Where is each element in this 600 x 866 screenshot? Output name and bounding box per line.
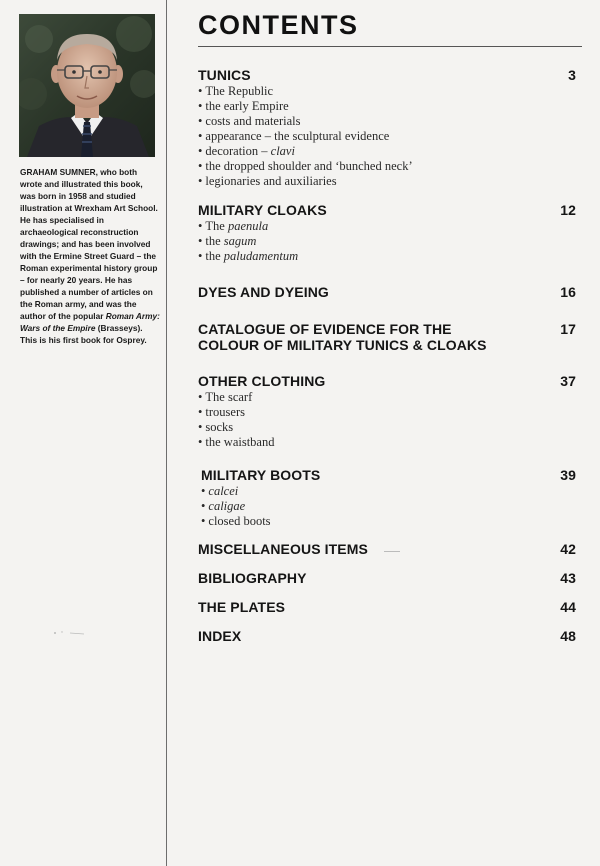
toc-section[interactable]	[198, 284, 576, 300]
toc-subitem: • appearance – the sculptural evidence	[198, 129, 390, 143]
toc-section-header	[198, 321, 576, 353]
toc-subitem: • decoration – clavi	[198, 144, 295, 158]
toc-section-title[interactable]: CATALOGUE OF EVIDENCE FOR THE COLOUR OF MILITARY TUNICS & CLOAKS	[198, 321, 487, 353]
toc-subitem: • the waistband	[198, 435, 275, 449]
page-speck	[52, 630, 92, 636]
toc-section-title[interactable]: OTHER CLOTHING	[198, 373, 326, 389]
toc-sublist	[198, 390, 576, 450]
toc-page-number: 37	[560, 373, 576, 389]
bullet-icon: •	[198, 159, 203, 173]
bullet-icon: •	[198, 99, 203, 113]
toc-page-number: 3	[568, 67, 576, 83]
toc-section-title[interactable]: INDEX	[198, 628, 242, 644]
toc-subitem: • costs and materials	[198, 114, 301, 128]
toc-subitem: • socks	[198, 420, 234, 434]
toc-section-header	[198, 373, 576, 389]
toc-subitem: • The paenula	[198, 219, 269, 233]
toc-subitem: • closed boots	[201, 514, 271, 528]
toc-page-number: 12	[560, 202, 576, 218]
column-divider	[166, 0, 167, 866]
bullet-icon: •	[201, 484, 206, 498]
heading-rule	[198, 46, 582, 47]
bullet-icon: •	[198, 405, 203, 419]
toc-page-number: 48	[560, 628, 576, 644]
toc-section[interactable]	[198, 373, 576, 450]
toc-subitem: • the dropped shoulder and ‘bunched neck’	[198, 159, 413, 173]
bullet-icon: •	[198, 129, 203, 143]
toc-section[interactable]	[198, 599, 576, 615]
toc-section[interactable]	[201, 467, 576, 529]
toc-section[interactable]	[198, 321, 576, 353]
bullet-icon: •	[198, 114, 203, 128]
toc-page-number: 39	[560, 467, 576, 483]
toc-page-number: 44	[560, 599, 576, 615]
toc-section-header	[198, 284, 576, 300]
bullet-icon: •	[198, 435, 203, 449]
author-name: GRAHAM SUMNER	[20, 167, 96, 177]
author-bio	[20, 166, 160, 346]
toc-section-title[interactable]: THE PLATES	[198, 599, 286, 615]
author-bio-tail: (Brasseys). This is his first book for Osprey.	[20, 323, 147, 345]
bullet-icon: •	[198, 174, 203, 188]
toc-section-header	[198, 202, 576, 218]
toc-page-number: 17	[560, 321, 576, 337]
bullet-icon: •	[198, 219, 203, 233]
toc-subitem: • legionaries and auxiliaries	[198, 174, 337, 188]
toc-subitem: • trousers	[198, 405, 245, 419]
bullet-icon: •	[201, 499, 206, 513]
author-book-title: Roman Army: Wars of the Empire	[20, 311, 160, 333]
toc-subitem: • The scarf	[198, 390, 253, 404]
author-photo	[19, 14, 155, 157]
toc-section-title[interactable]: BIBLIOGRAPHY	[198, 570, 307, 586]
toc-section-header	[198, 67, 576, 83]
toc-section-header	[198, 628, 576, 644]
toc-section[interactable]	[198, 570, 576, 586]
print-mark	[384, 551, 400, 552]
toc-section-title[interactable]: TUNICS	[198, 67, 251, 83]
toc-section-title[interactable]: MILITARY BOOTS	[201, 467, 321, 483]
toc-sublist	[198, 219, 576, 264]
toc-page-number: 42	[560, 541, 576, 557]
toc-section[interactable]	[198, 628, 576, 644]
contents-heading: CONTENTS	[198, 10, 359, 40]
toc-subitem: • The Republic	[198, 84, 274, 98]
toc-subitem: • caligae	[201, 499, 246, 513]
toc-section-title[interactable]: MILITARY CLOAKS	[198, 202, 327, 218]
bullet-icon: •	[198, 234, 203, 248]
toc-section[interactable]	[198, 202, 576, 264]
toc-page-number: 43	[560, 570, 576, 586]
toc-section-header	[198, 541, 576, 557]
toc-subitem: • the paludamentum	[198, 249, 299, 263]
toc-subitem: • the early Empire	[198, 99, 289, 113]
toc-section-header	[201, 467, 576, 483]
bullet-icon: •	[198, 420, 203, 434]
bullet-icon: •	[198, 144, 203, 158]
toc-section[interactable]	[198, 541, 576, 557]
bullet-icon: •	[198, 249, 203, 263]
toc-section-header	[198, 599, 576, 615]
author-bio-text: , who both wrote and illustrated this book, was born in 1958 and studied illustration at Wrexham Art School. He has specialised in archaeological reconstruction drawings; and has been involved with the Ermine Street Guard – the Roman experimental history group – for nearly 20 years. He has published a number of articles on the Roman army, and was the author of the popular	[20, 167, 158, 321]
toc-section-title[interactable]: DYES AND DYEING	[198, 284, 329, 300]
toc-section-title[interactable]: MISCELLANEOUS ITEMS	[198, 541, 368, 557]
toc-page-number: 16	[560, 284, 576, 300]
bullet-icon: •	[201, 514, 206, 528]
toc-section-header	[198, 570, 576, 586]
toc-sublist	[198, 84, 576, 189]
bullet-icon: •	[198, 84, 203, 98]
bullet-icon: •	[198, 390, 203, 404]
toc-sublist	[201, 484, 576, 529]
toc-section[interactable]	[198, 67, 576, 189]
toc-subitem: • calcei	[201, 484, 239, 498]
toc-subitem: • the sagum	[198, 234, 257, 248]
